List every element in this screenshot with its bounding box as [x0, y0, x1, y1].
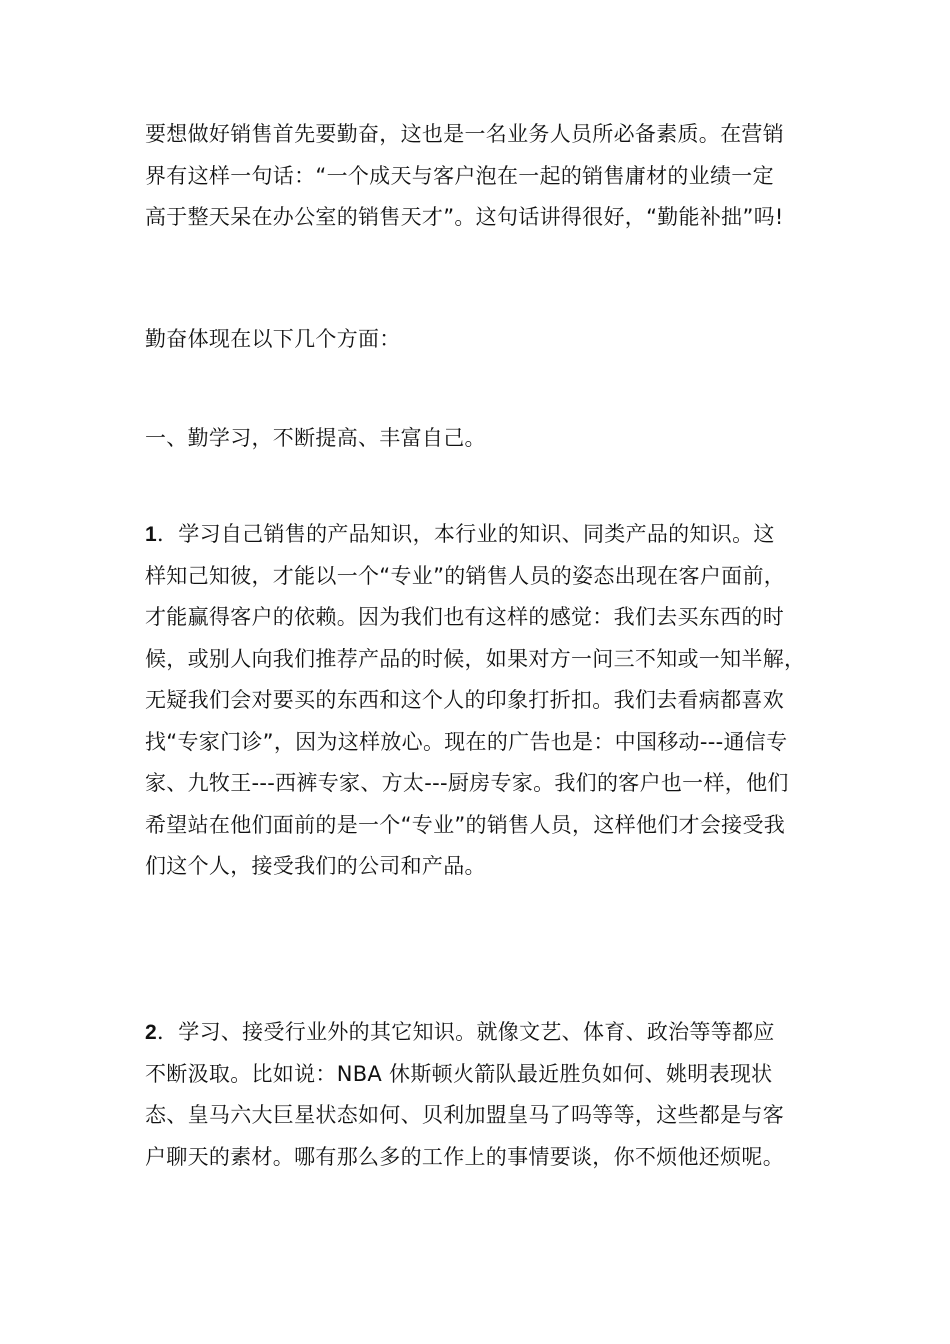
text-line: 户聊天的素材。哪有那么多的工作上的事情要谈，你不烦他还烦呢。	[145, 1144, 784, 1169]
text-line: 一、勤学习，不断提高、丰富自己。	[145, 426, 486, 450]
line-text: ．学习、接受行业外的其它知识。就像文艺、体育、政治等等都应	[156, 1020, 775, 1044]
text-line: 勤奋体现在以下几个方面：	[145, 327, 401, 351]
item-number: 1	[145, 523, 157, 546]
paragraph-item-2	[145, 1012, 810, 1178]
text-line: 才能赢得客户的依赖。因为我们也有这样的感觉：我们去买东西的时	[145, 605, 784, 629]
text-line: 要想做好销售首先要勤奋，这也是一名业务人员所必备素质。在营销	[145, 122, 784, 146]
text-line: 不断汲取。比如说：NBA 休斯顿火箭队最近胜负如何、姚明表现状	[145, 1061, 773, 1086]
paragraph-item-1	[145, 514, 810, 888]
text-line: 高于整天呆在办公室的销售天才”。这句话讲得很好，“勤能补拙”吗!	[145, 205, 784, 229]
text-line	[145, 1012, 810, 1054]
text-line: 态、皇马六大巨星状态如何、贝利加盟皇马了吗等等，这些都是与客	[145, 1103, 784, 1127]
paragraph-intro	[145, 114, 810, 239]
item-number: 2	[145, 1021, 157, 1044]
paragraph-aspects-intro	[145, 319, 810, 361]
text-line: 候，或别人向我们推荐产品的时候，如果对方一问三不知或一知半解，	[145, 646, 806, 671]
line-text: ．学习自己销售的产品知识，本行业的知识、同类产品的知识。这	[156, 522, 775, 546]
text-line: 们这个人，接受我们的公司和产品。	[145, 854, 486, 878]
text-line: 家、九牧王---西裤专家、方太---厨房专家。我们的客户也一样，他们	[145, 771, 789, 795]
text-line: 界有这样一句话：“一个成天与客户泡在一起的销售庸材的业绩一定	[145, 163, 774, 188]
text-line: 找“专家门诊”，因为这样放心。现在的广告也是：中国移动---通信专	[145, 729, 788, 754]
text-line: 无疑我们会对要买的东西和这个人的印象打折扣。我们去看病都喜欢	[145, 688, 784, 712]
section-1-heading	[145, 418, 810, 460]
text-line: 希望站在他们面前的是一个“专业”的销售人员，这样他们才会接受我	[145, 812, 786, 837]
text-line: 样知己知彼，才能以一个“专业”的销售人员的姿态出现在客户面前，	[145, 563, 786, 588]
text-line	[145, 514, 810, 556]
